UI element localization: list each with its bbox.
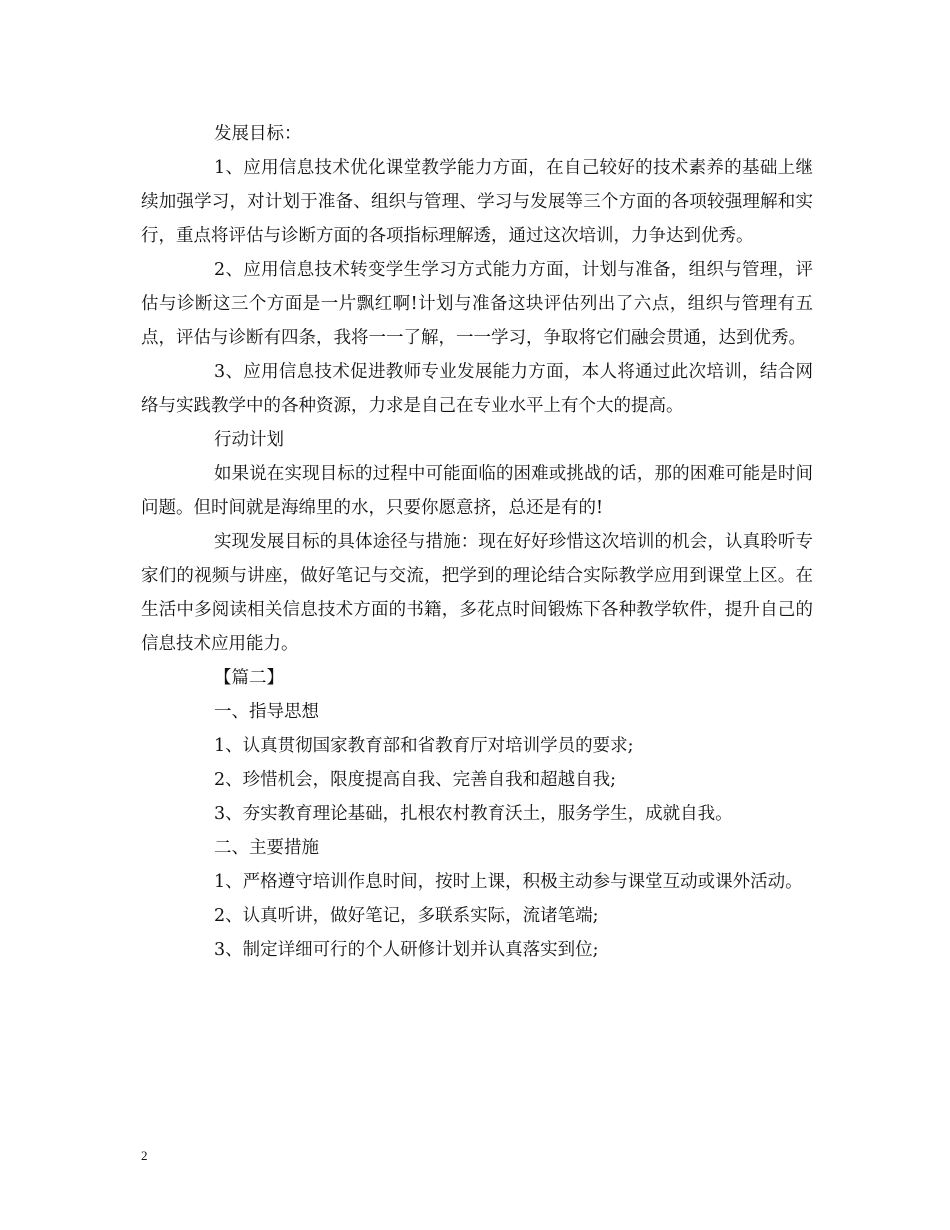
document-body (141, 117, 813, 967)
list-item-measure-3: 3、制定详细可行的个人研修计划并认真落实到位; (214, 940, 599, 960)
page-number: 2 (141, 1148, 148, 1163)
paragraph-goal-3: 3、应用信息技术促进教师专业发展能力方面，本人将通过此次培训，结合网络与实践教学中的各种资源，力求是自己在专业水平上有个大的提高。 (141, 362, 813, 416)
list-item-ideology-2: 2、珍惜机会，限度提高自我、完善自我和超越自我; (214, 770, 617, 790)
heading-action-plan: 行动计划 (214, 430, 284, 450)
list-item-measure-2: 2、认真听讲，做好笔记，多联系实际，流诸笔端; (214, 906, 599, 926)
heading-part-two: 【篇二】 (214, 668, 284, 688)
paragraph-goal-2: 2、应用信息技术转变学生学习方式能力方面，计划与准备，组织与管理，评估与诊断这三个方面是一片飘红啊!计划与准备这块评估列出了六点，组织与管理有五点，评估与诊断有四条，我将一一了解，一一学习，争取将它们融会贯通，达到优秀。 (141, 260, 813, 348)
paragraph-challenges: 如果说在实现目标的过程中可能面临的困难或挑战的话，那的困难可能是时间问题。但时间就是海绵里的水，只要你愿意挤，总还是有的! (141, 464, 813, 518)
heading-development-goals: 发展目标： (214, 124, 302, 144)
paragraph-goal-1: 1、应用信息技术优化课堂教学能力方面，在自己较好的技术素养的基础上继续加强学习，对计划于准备、组织与管理、学习与发展等三个方面的各项较强理解和实行，重点将评估与诊断方面的各项指标理解透，通过这次培训，力争达到优秀。 (141, 158, 813, 246)
list-item-ideology-3: 3、夯实教育理论基础，扎根农村教育沃土，服务学生，成就自我。 (214, 804, 733, 824)
heading-guiding-ideology: 一、指导思想 (214, 702, 319, 722)
list-item-measure-1: 1、严格遵守培训作息时间，按时上课，积极主动参与课堂互动或课外活动。 (214, 872, 803, 892)
list-item-ideology-1: 1、认真贯彻国家教育部和省教育厅对培训学员的要求; (214, 736, 634, 756)
heading-main-measures: 二、主要措施 (214, 838, 319, 858)
paragraph-measures: 实现发展目标的具体途径与措施：现在好好珍惜这次培训的机会，认真聆听专家们的视频与讲座，做好笔记与交流，把学到的理论结合实际教学应用到课堂上区。在生活中多阅读相关信息技术方面的书籍，多花点时间锻炼下各种教学软件，提升自己的信息技术应用能力。 (141, 532, 813, 654)
